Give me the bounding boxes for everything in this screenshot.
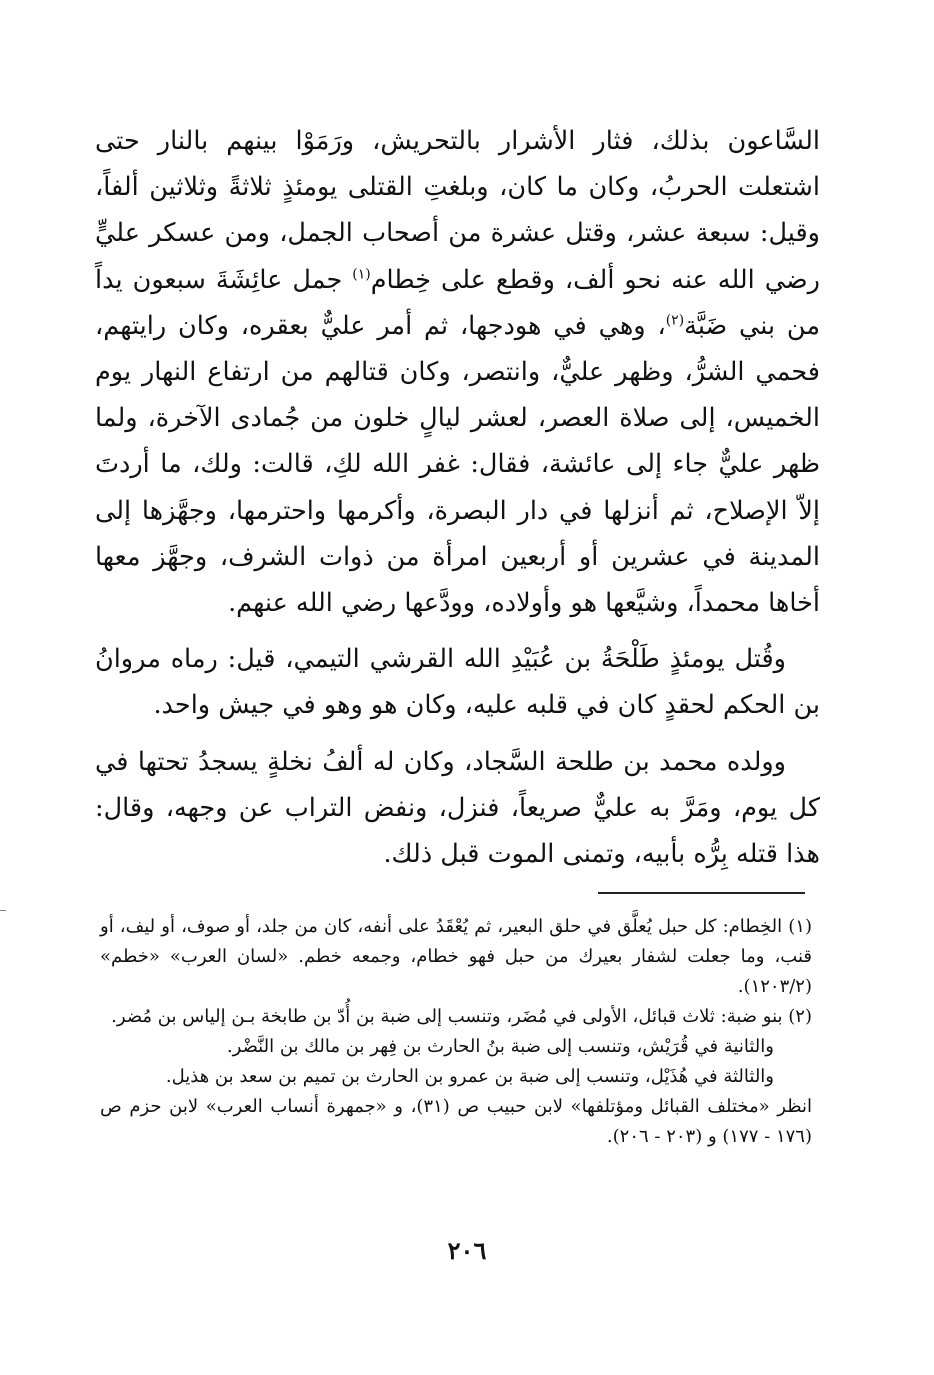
footnote-1: (١) الخِطام: كل حبل يُعلَّق في حلق البعير، ثم يُعْقَدُ على أنفه، كان من جلد، أو صوف، أو ليف، أو قنب، وما جعلت لشفار بعيرك من حبل فهو خطام، وجمعه خطم. «لسان العرب» «خطم» (١٢٠٣/٢).: [100, 916, 812, 997]
main-text: [95, 118, 820, 877]
paragraph-1-part-3: ، وهي في هودجها، ثم أمر عليٌّ بعقره، وكان رايتهم، فحمي الشرُّ، وظهر عليٌّ، وانتصر، وكان قتالهم من ارتفاع النهار يوم الخميس، إلى صلاة العصر، لعشر ليالٍ خلون من جُمادى الآخرة، ولما ظهر عليٌّ جاء إلى عائشة، فقال: غفر الله لكِ، قالت: ولك، ما أردتَ إلاّ الإصلاح، ثم أنزلها في دار البصرة، وأكرمها واحترمها، وجهَّزها إلى المدينة في عشرين أو أربعين امرأة من ذوات الشرف، وجهَّز معها أخاها محمداً، وشيَّعها هو وأولاده، وودَّعها رضي الله عنهم.: [95, 310, 820, 619]
footnote-divider: [598, 892, 805, 894]
paragraph-1: [95, 118, 820, 626]
paragraph-3: وولده محمد بن طلحة السَّجاد، وكان له ألفُ نخلةٍ يسجدُ تحتها في كل يوم، ومَرَّ به عليٌّ صريعاً، فنزل، ونفض التراب عن وجهه، وقال: هذا قتله بِرُّه بأبيه، وتمنى الموت قبل ذلك.: [95, 746, 820, 870]
paragraph-1-part-2: جمل عائِشَةَ سبعون يداً من بني ضَبَّة: [95, 264, 820, 341]
footnote-2-third-tribe: والثالثة في هُذَيْل، وتنسب إلى ضبة بن عمرو بن الحارث بن تميم بن سعد بن هذيل.: [165, 1066, 774, 1087]
paragraph-1-part-1: السَّاعون بذلك، فثار الأشرار بالتحريش، ورَمَوْا بينهم بالنار حتى اشتعلت الحربُ، وكان ما كان، وبلغتِ القتلى يومئذٍ ثلاثةً وثلاثين ألفاً، وقيل: سبعة عشر، وقتل عشرة من أصحاب الجمل، ومن عسكر عليٍّ رضي الله عنه نحو ألف، وقطع على خِطام: [95, 126, 820, 295]
page-number: ٢٠٦: [447, 1236, 487, 1265]
scan-edge-mark: [0, 910, 6, 921]
footnote-2: (٢) بنو ضبة: ثلاث قبائل، الأولى في مُضَر، وتنسب إلى ضبة بن أُدّ بن طابخة بـن إلياس بن مُضر.: [111, 1006, 812, 1027]
footnote-2-references: انظر «مختلف القبائل ومؤتلفها» لابن حبيب ص (٣١)، و «جمهرة أنساب العرب» لابن حزم ص (١٧٦ - ١٧٧) و (٢٠٣ - ٢٠٦).: [100, 1096, 812, 1147]
paragraph-2: وقُتل يومئذٍ طَلْحَةُ بن عُبَيْدِ الله القرشي التيمي، قيل: رماه مروانُ بن الحكم لحقدٍ كان في قلبه عليه، وكان هو وهو في جيش واحد.: [95, 644, 820, 721]
footnote-ref-2: (٢): [665, 312, 685, 329]
footnote-2-second-tribe: والثانية في قُرَيْش، وتنسب إلى ضبة بنُ الحارث بن فِهر بن مالك بن النَّضْر.: [226, 1036, 774, 1057]
footnotes: [100, 912, 812, 1152]
footnote-ref-1: (١): [352, 266, 371, 283]
